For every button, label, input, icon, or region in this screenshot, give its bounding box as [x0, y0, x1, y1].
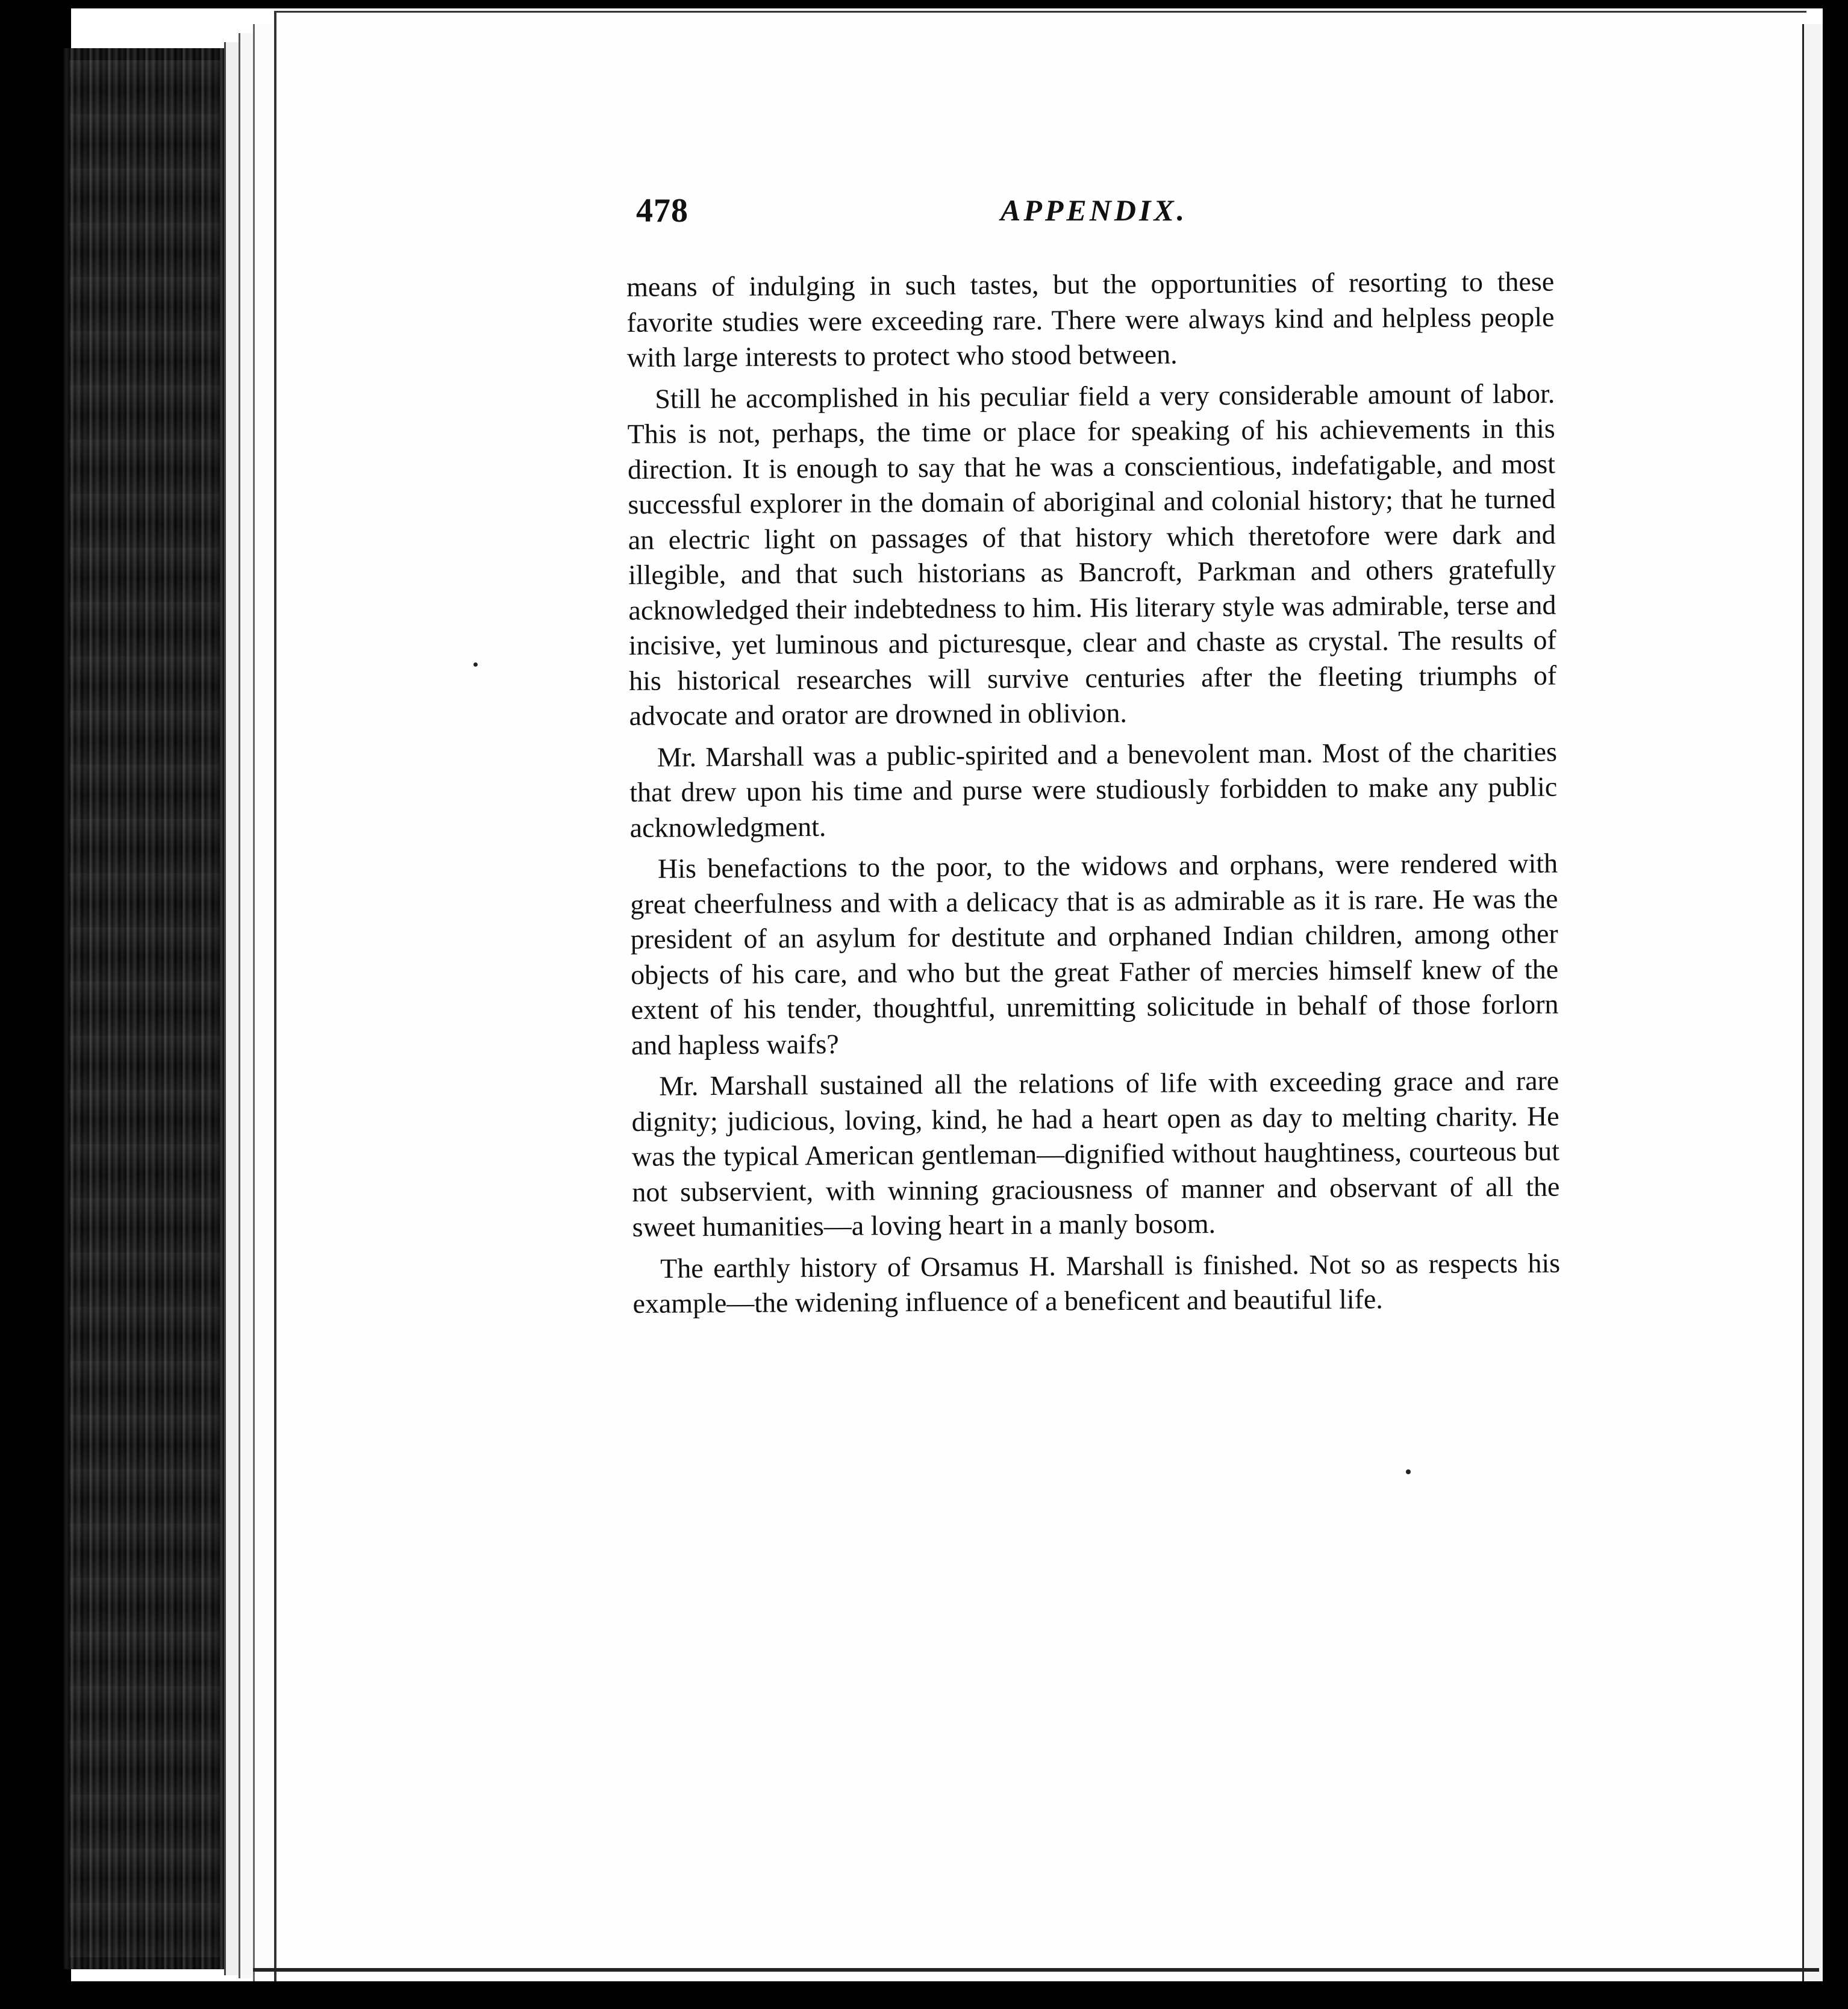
page-number: 478: [636, 192, 688, 229]
scan-border-top: [0, 0, 1848, 8]
scan-border-right: [1823, 0, 1848, 2009]
page-stack-edge: [253, 24, 273, 1981]
page-header: [636, 192, 1558, 234]
facing-page-edge: [1802, 24, 1825, 1981]
book-spine-texture: [69, 60, 220, 1957]
paragraph: The earthly history of Orsamus H. Marshall is finished. Not so as respects his example—the widening influence of a beneficent and beautiful life.: [632, 1247, 1561, 1319]
page-stack-edge: [224, 42, 239, 1975]
paragraph: Mr. Marshall sustained all the relations of life with exceeding grace and rare dignity; judicious, loving, kind, he had a heart open as day to melting charity. He was the typical American gentleman—dignified without haughtiness, courteous but not subservient, with winning graciousness of manner and observant of all the sweet humanities—a loving heart in a manly bosom.: [631, 1065, 1560, 1242]
scan-border-left: [0, 0, 71, 2009]
scan-speck: [1406, 1469, 1411, 1474]
body-text: [626, 264, 1561, 1328]
paragraph: Mr. Marshall was a public-spirited and a benevolent man. Most of the charities that drew upon his time and purse were studiously forbidden to make any public acknowledgment.: [629, 736, 1558, 843]
paragraph: means of indulging in such tastes, but the opportunities of resorting to these favorite studies were exceeding rare. There were always kind and helpless people with large interests to protect who stood between.: [626, 266, 1555, 373]
scan-border-bottom: [0, 1981, 1848, 2009]
page-stack-edge: [239, 33, 254, 1978]
scan-speck: [473, 662, 478, 667]
page-bottom-edge: [253, 1968, 1819, 1972]
paragraph: Still he accomplished in his peculiar field a very considerable amount of labor. This is not, perhaps, the time or place for speaking of his achievements in this direction. It is enough to say that he was a conscientious, indefatigable, and most successful explorer in the domain of aboriginal and colonial history; that he turned an electric light on passages of that history which theretofore were dark and illegible, and that such historians as Bancroft, Parkman and others gratefully acknowledged their indebtedness to him. His literary style was admirable, terse and incisive, yet luminous and picturesque, clear and chaste as crystal. The results of his historical researches will survive centuries after the fleeting triumphs of advocate and orator are drowned in oblivion.: [627, 378, 1557, 731]
running-head: APPENDIX.: [1000, 193, 1188, 227]
paragraph: His benefactions to the poor, to the widows and orphans, were rendered with great cheerfulness and with a delicacy that is as admirable as it is rare. He was the president of an asylum for destitute and orphaned Indian children, among other objects of his care, and who but the great Father of mercies himself knew of the extent of his tender, thoughtful, unremitting solicitude in behalf of those forlorn and hapless waifs?: [630, 847, 1559, 1061]
